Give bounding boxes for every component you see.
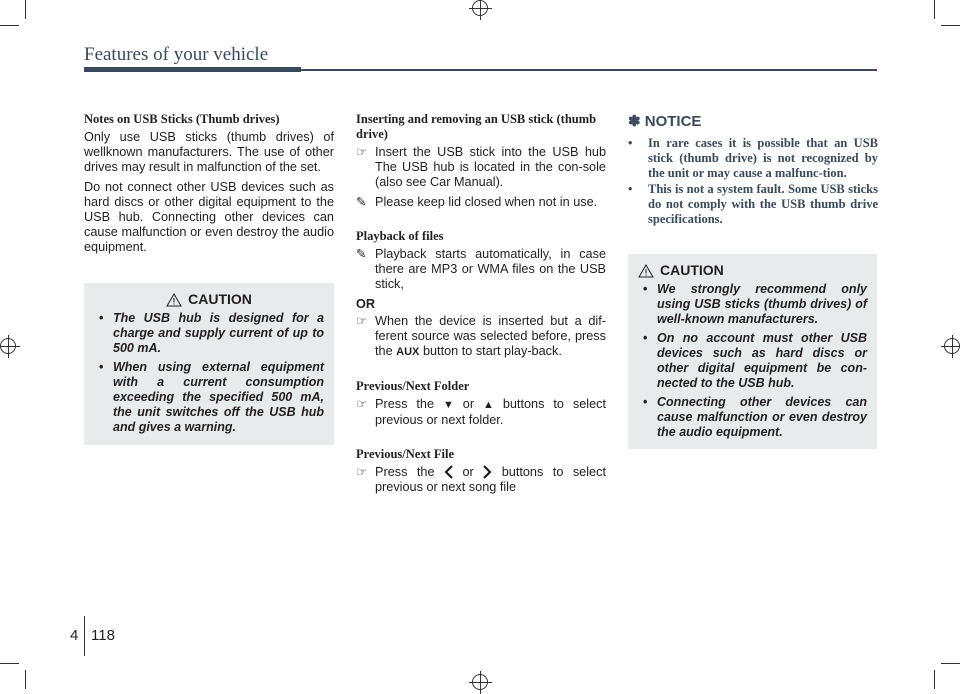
note-item xyxy=(356,247,606,292)
crop-mark xyxy=(934,670,935,689)
chevron-left-icon xyxy=(444,465,453,479)
registration-mark-icon xyxy=(472,674,488,690)
caution-item-text: Connecting other devices can cause malfunction or even destroy the audio equipment. xyxy=(657,395,867,439)
page-number: 118 xyxy=(91,627,115,644)
caution-item-text: When using external equipment with a current consumption exceeding the specified 500 mA, the unit switches off the USB hub and gives a warning. xyxy=(113,360,324,434)
crop-mark xyxy=(0,663,19,664)
notice-item-text: This is not a system fault. Some USB sticks do not comply with the USB thumb drive specifications. xyxy=(648,182,878,226)
registration-mark-icon xyxy=(944,338,960,354)
crop-mark xyxy=(25,0,26,19)
crop-mark xyxy=(25,670,26,689)
caution-item-text: On no account must other USB devices such as hard discs or other digital equipment be con-nected to the USB hub. xyxy=(657,331,867,390)
notice-item-text: In rare cases it is possible that an USB stick (thumb drive) is not recognized by the unit or may cause a malfunc-tion. xyxy=(648,136,878,180)
crop-mark xyxy=(0,25,19,26)
notice-item: • In rare cases it is possible that an USB stick (thumb drive) is not recognized by the unit or may cause a malfunc-tion. xyxy=(628,136,878,180)
caution-item: • Connecting other devices can cause malfunction or even destroy the audio equipment. xyxy=(643,395,867,439)
instruction-item xyxy=(356,314,606,360)
warning-triangle-icon xyxy=(638,264,654,278)
caution-item: • We strongly recommend only using USB sticks (thumb drives) of well-known manufacturers. xyxy=(643,282,867,326)
warning-triangle-icon xyxy=(166,293,182,307)
crop-mark xyxy=(934,0,935,19)
note-text: Playback starts automatically, in case there are MP3 or WMA files on the USB stick, xyxy=(375,247,606,291)
chevron-right-icon xyxy=(483,465,492,479)
instruction-text: or xyxy=(462,465,474,479)
caution-heading xyxy=(94,291,324,307)
instruction-text: Press the xyxy=(375,465,435,479)
registration-mark-icon xyxy=(472,0,488,16)
note-item xyxy=(356,195,606,210)
registration-mark-icon xyxy=(0,338,16,354)
instruction-text: Press the xyxy=(375,397,434,411)
page-header-title: Features of your vehicle xyxy=(84,44,269,65)
note-text: Please keep lid closed when not in use. xyxy=(375,195,598,209)
pencil-icon: ✎ xyxy=(356,195,367,209)
caution-title: CAUTION xyxy=(660,262,724,278)
caution-item: • On no account must other USB devices such as hard discs or other digital equipment be con-nected to the USB hub. xyxy=(643,331,867,390)
crop-mark xyxy=(941,663,960,664)
pointing-hand-icon: ☞ xyxy=(356,314,368,328)
notice-title: ✽ NOTICE xyxy=(628,113,702,130)
caution-box-usb-devices xyxy=(628,254,877,449)
footer-divider xyxy=(84,616,85,656)
column-notice xyxy=(628,112,878,228)
usb-notes-heading: Notes on USB Sticks (Thumb drives) xyxy=(84,112,280,126)
instruction-item xyxy=(356,397,606,428)
header-rule-thin xyxy=(301,69,877,71)
caution-item-text: The USB hub is designed for a charge and supply current of up to 500 mA. xyxy=(113,311,324,355)
playback-heading: Playback of files xyxy=(356,229,444,243)
instruction-text: When the device is inserted but a dif-ferent source was selected before, press the xyxy=(375,314,606,358)
usb-notes-paragraph-2: Do not connect other USB devices such as hard discs or other digital equipment to the USB hub. Connecting other devices can cause malfunction or even destroy the audio equipment. xyxy=(84,180,334,254)
file-heading: Previous/Next File xyxy=(356,447,455,461)
instruction-item xyxy=(356,465,606,495)
instruction-text: button to start play-back. xyxy=(422,344,562,358)
caution-item-text: We strongly recommend only using USB sticks (thumb drives) of well-known manufacturers. xyxy=(657,282,867,326)
caution-item: • The USB hub is designed for a charge and supply current of up to 500 mA. xyxy=(99,311,324,355)
or-label: OR xyxy=(356,297,376,311)
column-usb-operation xyxy=(356,112,606,500)
instruction-item xyxy=(356,145,606,190)
caution-item: • When using external equipment with a current consumption exceeding the specified 500 mA, the unit switches off the USB hub and gives a warning. xyxy=(99,360,324,434)
usb-notes-paragraph-1: Only use USB sticks (thumb drives) of wellknown manufacturers. The use of other drives may result in malfunction of the set. xyxy=(84,130,334,174)
crop-mark xyxy=(941,25,960,26)
insert-heading: Inserting and removing an USB stick (thumb drive) xyxy=(356,112,597,141)
instruction-text: buttons to select previous or next folder. xyxy=(375,397,607,427)
caution-title: CAUTION xyxy=(188,291,252,307)
folder-heading: Previous/Next Folder xyxy=(356,379,470,393)
notice-item: • This is not a system fault. Some USB sticks do not comply with the USB thumb drive specifications. xyxy=(628,182,878,226)
caution-heading xyxy=(638,262,867,278)
caution-box-usb-hub xyxy=(84,283,334,445)
up-triangle-icon: ▲ xyxy=(482,399,494,411)
instruction-text: Insert the USB stick into the USB hub The USB hub is located in the con-sole (also see Car Manual). xyxy=(375,145,606,189)
header-rule-thick xyxy=(84,67,301,72)
column-usb-notes xyxy=(84,112,334,260)
instruction-text: buttons to select previous or next song file xyxy=(375,465,606,494)
pencil-icon: ✎ xyxy=(356,247,367,261)
pointing-hand-icon: ☞ xyxy=(356,145,368,159)
pointing-hand-icon: ☞ xyxy=(356,397,368,411)
instruction-text: or xyxy=(462,397,475,411)
aux-button-label: AUX xyxy=(396,346,420,358)
down-triangle-icon: ▼ xyxy=(442,399,454,411)
pointing-hand-icon: ☞ xyxy=(356,465,368,479)
chapter-number: 4 xyxy=(70,627,79,644)
